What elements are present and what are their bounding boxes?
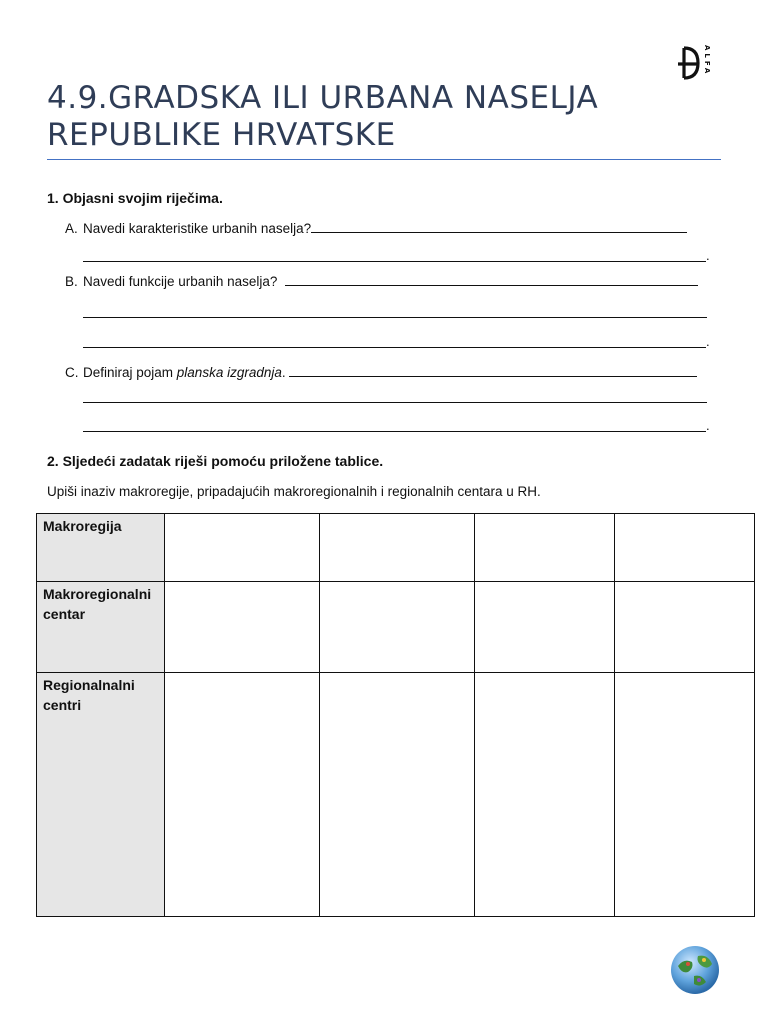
globe-icon — [668, 944, 722, 996]
line-end-mark: . — [706, 334, 710, 349]
title-underline — [47, 159, 721, 160]
item-text-italic: planska izgradnja — [176, 365, 282, 380]
answer-cell[interactable] — [165, 582, 320, 673]
item-text: Definiraj pojam — [83, 365, 177, 380]
title-line-1: 4.9.GRADSKA ILI URBANA NASELJA — [47, 80, 599, 116]
title-line-2: REPUBLIKE HRVATSKE — [47, 117, 396, 153]
task2-instruction: Upiši inaziv makroregije, pripadajućih makroregionalnih i regionalnih centara u RH. — [47, 484, 541, 499]
answer-cell[interactable] — [165, 673, 320, 917]
answer-table — [36, 513, 755, 917]
task1-item-b — [65, 273, 698, 289]
answer-cell[interactable] — [615, 673, 755, 917]
row-header-label: Makroregionalni — [43, 586, 152, 602]
row-header-label: Makroregija — [43, 518, 122, 534]
item-text: Navedi karakteristike urbanih naselja? — [83, 221, 312, 236]
answer-cell[interactable] — [615, 582, 755, 673]
alfa-logo-text: ALFA — [703, 45, 711, 77]
table-row — [37, 514, 755, 582]
row-header-label: Regionalnalni — [43, 677, 135, 693]
item-text: . — [281, 365, 286, 380]
alfa-logo-icon — [676, 44, 720, 84]
task2-heading: 2. Sljedeći zadatak riješi pomoću priložene tablice. — [47, 453, 384, 469]
row-header-makroregija — [37, 514, 165, 582]
row-header-regionalni-centri — [37, 673, 165, 917]
answer-cell[interactable] — [165, 514, 320, 582]
answer-cell[interactable] — [615, 514, 755, 582]
answer-cell[interactable] — [320, 673, 475, 917]
task1-item-c — [65, 364, 697, 380]
answer-cell[interactable] — [475, 514, 615, 582]
answer-cell[interactable] — [320, 582, 475, 673]
item-letter: A. — [65, 221, 78, 236]
answer-line[interactable] — [83, 402, 707, 403]
item-letter: C. — [65, 365, 79, 380]
line-end-mark: . — [706, 248, 710, 263]
line-end-mark: . — [706, 418, 710, 433]
answer-line[interactable] — [83, 431, 706, 432]
answer-line[interactable] — [83, 261, 706, 262]
page-title — [47, 80, 727, 154]
answer-cell[interactable] — [320, 514, 475, 582]
row-header-label: centri — [43, 697, 82, 713]
answer-line[interactable] — [285, 273, 698, 286]
row-header-makroregionalni-centar — [37, 582, 165, 673]
task1-heading: 1. Objasni svojim riječima. — [47, 190, 223, 206]
answer-line[interactable] — [289, 364, 697, 377]
row-header-label: centar — [43, 606, 86, 622]
answer-cell[interactable] — [475, 582, 615, 673]
answer-cell[interactable] — [475, 673, 615, 917]
item-text: Navedi funkcije urbanih naselja? — [83, 274, 278, 289]
item-letter: B. — [65, 274, 78, 289]
answer-line[interactable] — [311, 220, 687, 233]
answer-line[interactable] — [83, 347, 706, 348]
table-row — [37, 673, 755, 917]
task1-item-a — [65, 220, 687, 236]
table-row — [37, 582, 755, 673]
answer-line[interactable] — [83, 317, 707, 318]
